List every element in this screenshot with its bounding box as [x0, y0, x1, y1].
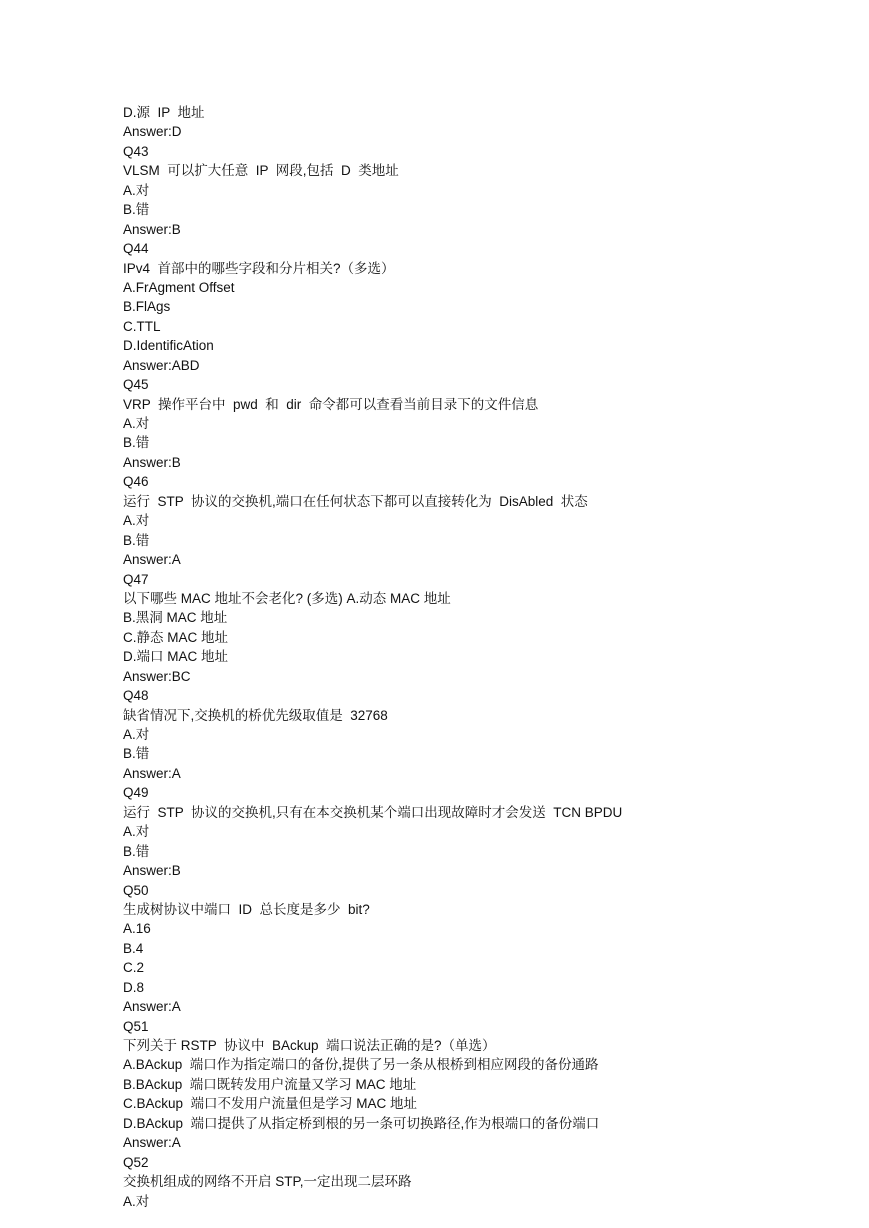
- text-line: C.TTL: [123, 318, 161, 334]
- text-line: VRP 操作平台中 pwd 和 dir 命令都可以查看当前目录下的文件信息: [123, 396, 539, 412]
- text-line: D.源 IP 地址: [123, 105, 205, 120]
- text-line: VLSM 可以扩大任意 IP 网段,包括 D 类地址: [123, 163, 399, 179]
- text-line: B.错: [123, 843, 150, 859]
- text-line: Answer:B: [123, 454, 181, 470]
- text-line: B.4: [123, 940, 144, 956]
- text-line: B.错: [123, 746, 150, 762]
- text-line: D.8: [123, 979, 145, 995]
- document-page: [123, 103, 829, 1211]
- text-line: A.对: [123, 1193, 150, 1209]
- text-line: B.错: [123, 532, 150, 548]
- text-line: B.FlAgs: [123, 299, 171, 315]
- text-line: A.16: [123, 921, 151, 937]
- text-line: A.对: [123, 416, 150, 431]
- text-line: 缺省情况下,交换机的桥优先级取值是 32768: [123, 707, 388, 723]
- text-line: D.端口 MAC 地址: [123, 649, 229, 665]
- text-line: IPv4 首部中的哪些字段和分片相关?（多选）: [123, 260, 395, 276]
- text-line: C.2: [123, 960, 145, 976]
- text-line: 运行 STP 协议的交换机,端口在任何状态下都可以直接转化为 DisAbled 状态: [123, 493, 588, 509]
- text-line: D.IdentificAtion: [123, 338, 214, 354]
- text-line: Q51: [123, 1018, 149, 1034]
- text-line: Q44: [123, 241, 149, 257]
- text-line: Answer:A: [123, 765, 181, 781]
- text-line: C.静态 MAC 地址: [123, 629, 229, 645]
- text-line: C.BAckup 端口不发用户流量但是学习 MAC 地址: [123, 1096, 418, 1112]
- text-line: Q48: [123, 688, 149, 704]
- text-line: 以下哪些 MAC 地址不会老化? (多选) A.动态 MAC 地址: [123, 590, 451, 606]
- text-line: Q50: [123, 882, 149, 898]
- text-line: Answer:B: [123, 863, 181, 879]
- text-line: Answer:A: [123, 552, 181, 568]
- text-line: Q46: [123, 474, 149, 490]
- text-line: Answer:ABD: [123, 357, 200, 373]
- text-line: Answer:BC: [123, 668, 191, 684]
- text-line: A.BAckup 端口作为指定端口的备份,提供了另一条从根桥到相应网段的备份通路: [123, 1057, 599, 1073]
- text-line: A.FrAgment Offset: [123, 279, 235, 295]
- text-line: Q47: [123, 571, 149, 587]
- text-line: B.黑洞 MAC 地址: [123, 610, 228, 626]
- text-line: B.BAckup 端口既转发用户流量又学习 MAC 地址: [123, 1076, 417, 1092]
- text-line: Q52: [123, 1154, 149, 1170]
- text-line: 交换机组成的网络不开启 STP,一定出现二层环路: [123, 1174, 412, 1190]
- text-line: Answer:D: [123, 124, 182, 140]
- text-line: Q43: [123, 143, 149, 159]
- text-line: 运行 STP 协议的交换机,只有在本交换机某个端口出现故障时才会发送 TCN BPDU: [123, 804, 623, 820]
- text-line: A.对: [123, 513, 150, 529]
- text-line: B.错: [123, 435, 150, 451]
- text-line: Q45: [123, 377, 149, 393]
- text-line: 生成树协议中端口 ID 总长度是多少 bit?: [123, 901, 370, 917]
- text-line: Answer:B: [123, 221, 181, 237]
- text-line: Answer:A: [123, 1135, 181, 1151]
- text-line: D.BAckup 端口提供了从指定桥到根的另一条可切换路径,作为根端口的备份端口: [123, 1115, 600, 1131]
- text-line: B.错: [123, 202, 150, 218]
- text-line: Answer:A: [123, 999, 181, 1015]
- text-line: A.对: [123, 727, 150, 742]
- text-line: A.对: [123, 824, 150, 840]
- text-line: A.对: [123, 182, 150, 198]
- text-line: 下列关于 RSTP 协议中 BAckup 端口说法正确的是?（单选）: [123, 1038, 496, 1053]
- text-line: Q49: [123, 785, 149, 801]
